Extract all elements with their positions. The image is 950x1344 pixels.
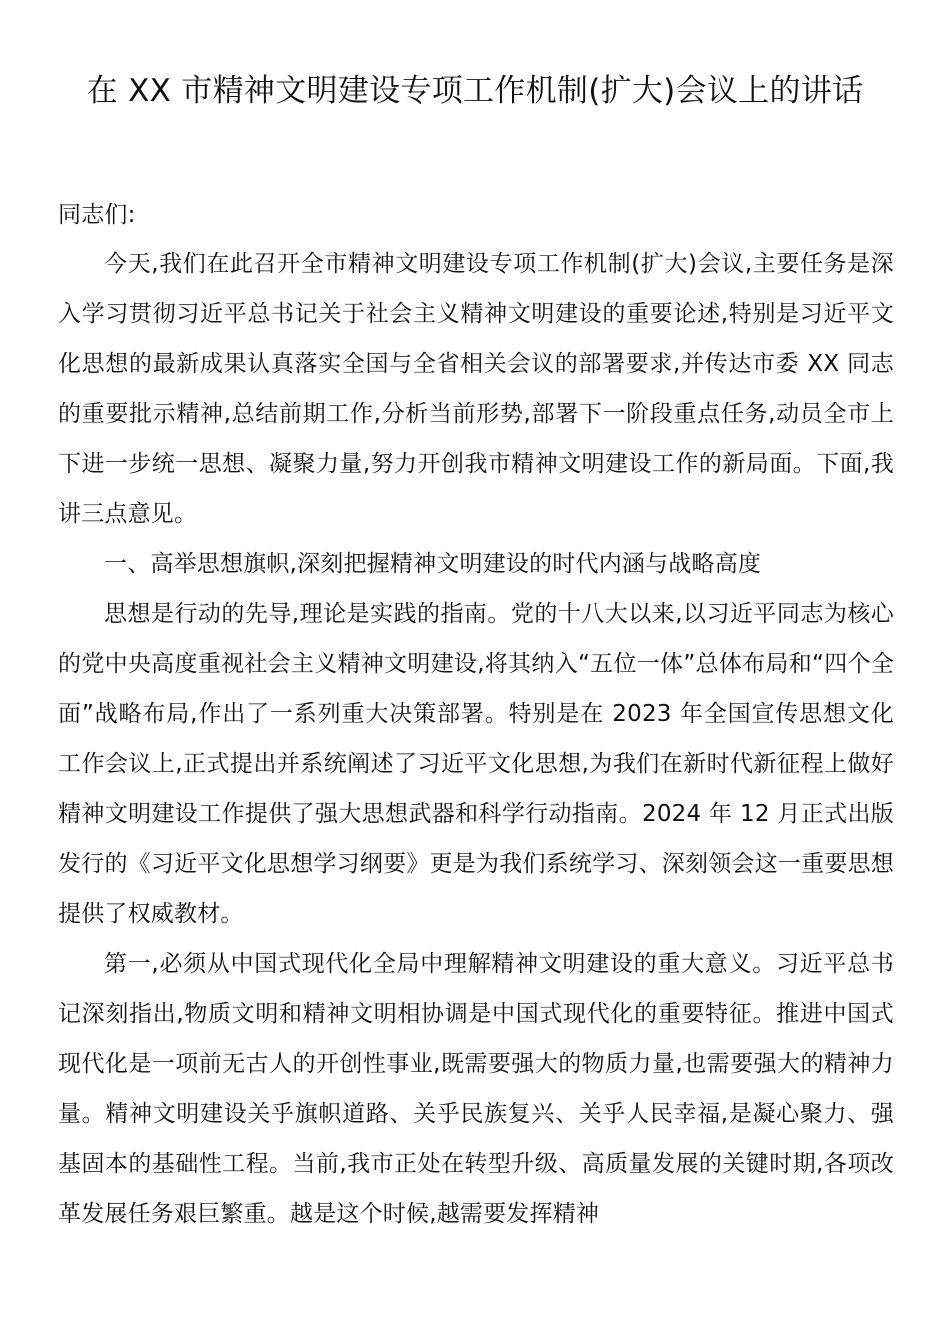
paragraph-intro: 今天,我们在此召开全市精神文明建设专项工作机制(扩大)会议,主要任务是深入学习贯彻习近平总书记关于社会主义精神文明建设的重要论述,特别是习近平文化思想的最新成果认真落实全国与全省相关会议的部署要求,并传达市委 XX 同志的重要批示精神,总结前期工作,分析当前形势,部署下一阶段重点任务,动员全市上下进一步统一思想、凝聚力量,努力开创我市精神文明建设工作的新局面。下面,我讲三点意见。 bbox=[58, 251, 894, 527]
section-heading-1: 一、高举思想旗帜,深刻把握精神文明建设的时代内涵与战略高度 bbox=[104, 551, 762, 577]
paragraph-section-1: 思想是行动的先导,理论是实践的指南。党的十八大以来,以习近平同志为核心的党中央高度重视社会主义精神文明建设,将其纳入“五位一体”总体布局和“四个全面”战略布局,作出了一系列重大决策部署。特别是在 2023 年全国宣传思想文化工作会议上,正式提出并系统阐述了习近平文化思想,为我们在新时代新征程上做好精神文明建设工作提供了强大思想武器和科学行动指南。2024 年 12 月正式出版发行的《习近平文化思想学习纲要》更是为我们系统学习、深刻领会这一重要思想提供了权威教材。 bbox=[58, 601, 894, 927]
paragraph-point-1: 第一,必须从中国式现代化全局中理解精神文明建设的重大意义。习近平总书记深刻指出,物质文明和精神文明相协调是中国式现代化的重要特征。推进中国式现代化是一项前无古人的开创性事业,既需要强大的物质力量,也需要强大的精神力量。精神文明建设关乎旗帜道路、关乎民族复兴、关乎人民幸福,是凝心聚力、强基固本的基础性工程。当前,我市正处在转型升级、高质量发展的关键时期,各项改革发展任务艰巨繁重。越是这个时候,越需要发挥精神 bbox=[58, 951, 894, 1227]
salutation: 同志们: bbox=[58, 202, 136, 228]
document-title: 在 XX 市精神文明建设专项工作机制(扩大)会议上的讲话 bbox=[86, 73, 864, 109]
document-body bbox=[58, 190, 894, 1239]
